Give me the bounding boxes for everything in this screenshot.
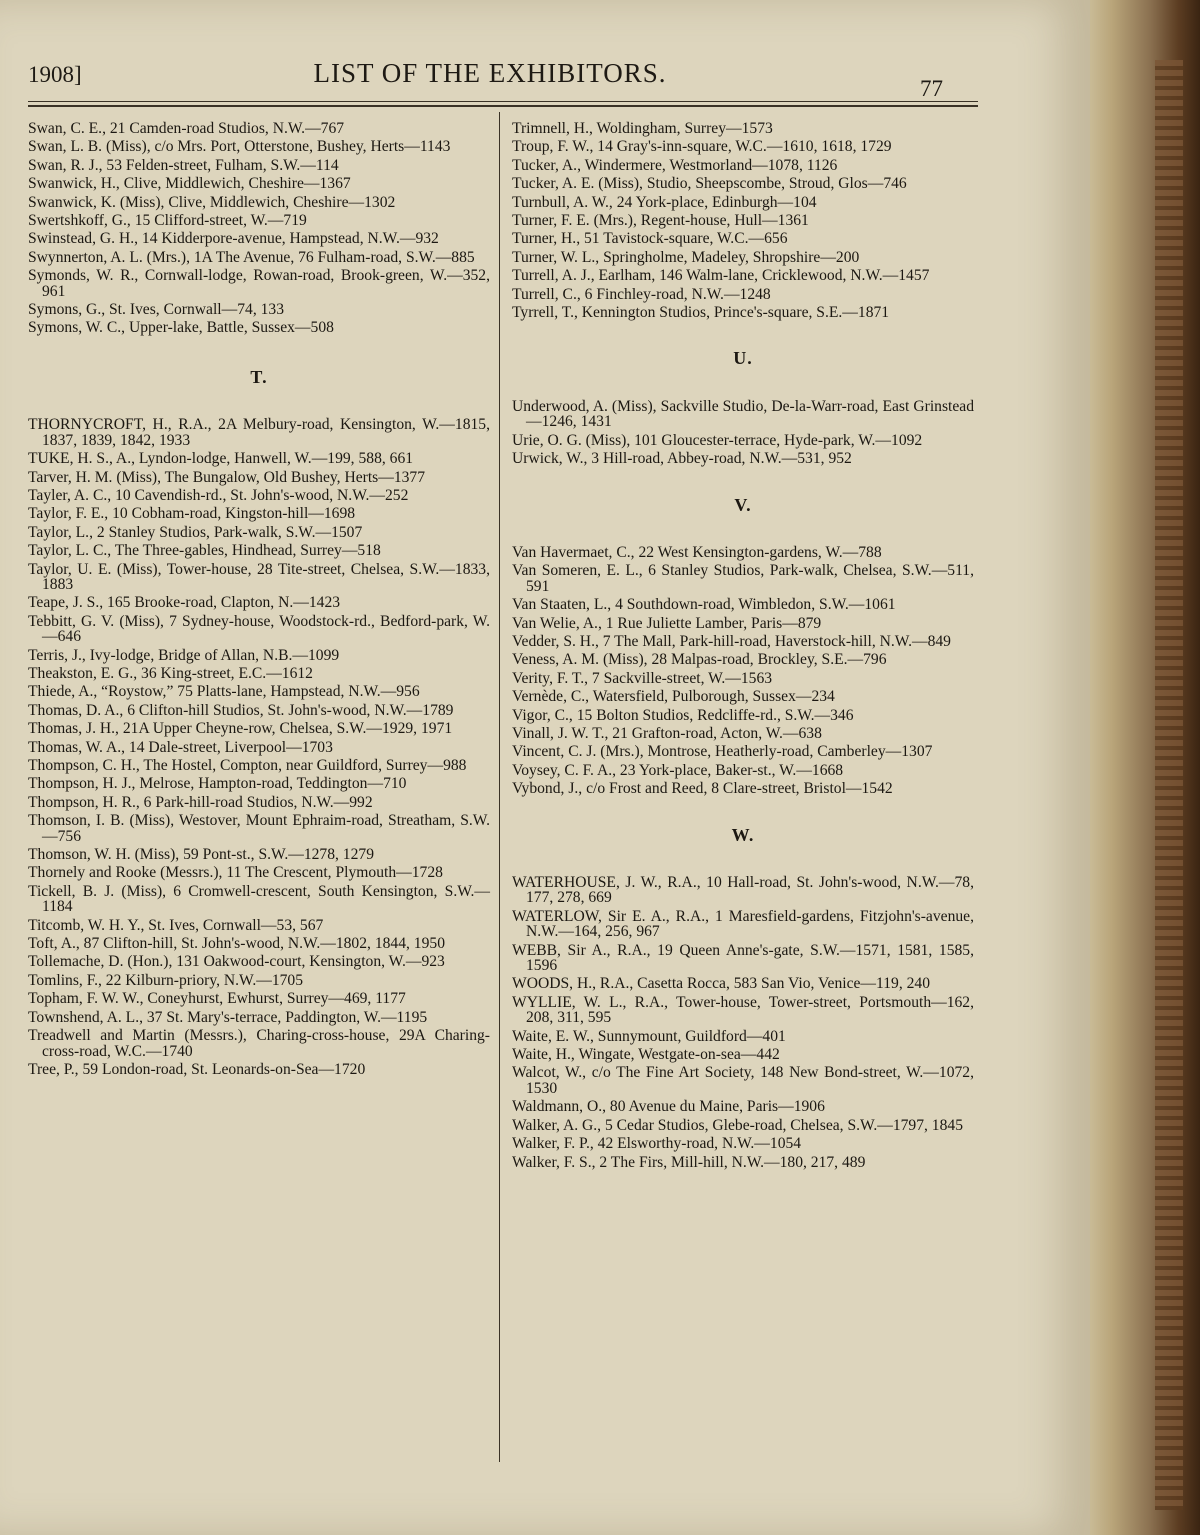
- exhibitor-entry: Theakston, E. G., 36 King-street, E.C.—1612: [28, 664, 313, 682]
- exhibitor-entry: Verity, F. T., 7 Sackville-street, W.—1563: [512, 669, 773, 687]
- exhibitor-entry: Thomas, J. H., 21A Upper Cheyne-row, Chelsea, S.W.—1929, 1971: [28, 720, 453, 738]
- exhibitor-entry: Tucker, A., Windermere, Westmorland—1078, 1126: [512, 156, 838, 174]
- exhibitor-entry: Taylor, F. E., 10 Cobham-road, Kingston-hill—1698: [28, 505, 356, 523]
- exhibitor-entry: Walker, A. G., 5 Cedar Studios, Glebe-road, Chelsea, S.W.—1797, 1845: [512, 1116, 963, 1134]
- exhibitor-entry: Turnbull, A. W., 24 York-place, Edinburgh—104: [512, 193, 817, 211]
- header-rule: [28, 101, 978, 102]
- exhibitor-entry: Swynnerton, A. L. (Mrs.), 1A The Avenue, 76 Fulham-road, S.W.—885: [28, 248, 475, 266]
- exhibitor-entry: Voysey, C. F. A., 23 York-place, Baker-st., W.—1668: [512, 761, 844, 779]
- exhibitor-entry: Turner, F. E. (Mrs.), Regent-house, Hull—1361: [512, 212, 809, 230]
- running-head-title: LIST OF THE EXHIBITORS.: [313, 58, 667, 88]
- right-column: [512, 121, 974, 1173]
- exhibitor-entry: Thomson, I. B. (Miss), Westover, Mount Ephraim-road, Streatham, S.W.—756: [28, 812, 490, 845]
- exhibitor-entry: Turner, H., 51 Tavistock-square, W.C.—656: [512, 230, 788, 248]
- exhibitor-entry: Teape, J. S., 165 Brooke-road, Clapton, N.—1423: [28, 594, 341, 612]
- left-column: [28, 121, 490, 1080]
- exhibitor-entry: Veness, A. M. (Miss), 28 Malpas-road, Brockley, S.E.—796: [512, 651, 887, 669]
- exhibitor-entry: Urwick, W., 3 Hill-road, Abbey-road, N.W.—531, 952: [512, 450, 852, 468]
- entry-list-t: [28, 417, 490, 1077]
- exhibitor-entry: Swan, R. J., 53 Felden-street, Fulham, S.W.—114: [28, 156, 339, 174]
- exhibitor-entry: Symonds, W. R., Cornwall-lodge, Rowan-road, Brook-green, W.—352, 961: [28, 267, 490, 300]
- exhibitor-entry: Thompson, H. R., 6 Park-hill-road Studios, N.W.—992: [28, 793, 373, 811]
- exhibitor-entry: TUKE, H. S., A., Lyndon-lodge, Hanwell, W.—199, 588, 661: [28, 450, 414, 468]
- exhibitor-entry: WYLLIE, W. L., R.A., Tower-house, Tower-street, Portsmouth—162, 208, 311, 595: [512, 993, 974, 1027]
- exhibitor-entry: Van Havermaet, C., 22 West Kensington-gardens, W.—788: [512, 543, 882, 561]
- exhibitor-entry: Tyrrell, T., Kennington Studios, Prince's-square, S.E.—1871: [512, 304, 890, 322]
- exhibitor-entry: Tebbitt, G. V. (Miss), 7 Sydney-house, Woodstock-rd., Bedford-park, W.—646: [28, 612, 490, 646]
- section-heading-w: W.: [731, 824, 755, 845]
- exhibitor-entry: Taylor, L. C., The Three-gables, Hindhead, Surrey—518: [28, 542, 381, 560]
- exhibitor-entry: Swinstead, G. H., 14 Kidderpore-avenue, Hampstead, N.W.—932: [28, 230, 439, 248]
- exhibitor-entry: WATERHOUSE, J. W., R.A., 10 Hall-road, St. John's-wood, N.W.—78, 177, 278, 669: [512, 874, 974, 907]
- section-heading-v: V.: [734, 494, 752, 515]
- entry-list-s: [28, 121, 490, 336]
- exhibitor-entry: Waldmann, O., 80 Avenue du Maine, Paris—1906: [512, 1098, 825, 1116]
- entry-list-t-continued: [512, 121, 974, 320]
- exhibitor-entry: Swan, C. E., 21 Camden-road Studios, N.W.—767: [28, 120, 345, 137]
- exhibitor-entry: Troup, F. W., 14 Gray's-inn-square, W.C.—1610, 1618, 1729: [512, 138, 892, 156]
- exhibitor-entry: Swan, L. B. (Miss), c/o Mrs. Port, Otterstone, Bushey, Herts—1143: [28, 138, 451, 156]
- exhibitor-entry: Thomas, W. A., 14 Dale-street, Liverpool—1703: [28, 738, 333, 756]
- page-number: 77: [920, 76, 943, 101]
- exhibitor-entry: Underwood, A. (Miss), Sackville Studio, De-la-Warr-road, East Grinstead—1246, 1431: [512, 397, 974, 431]
- exhibitor-entry: Turrell, C., 6 Finchley-road, N.W.—1248: [512, 285, 771, 303]
- section-heading-u: U.: [733, 348, 753, 369]
- exhibitor-entry: Vybond, J., c/o Frost and Reed, 8 Clare-street, Bristol—1542: [512, 780, 893, 798]
- exhibitor-entry: Tollemache, D. (Hon.), 131 Oakwood-court, Kensington, W.—923: [28, 953, 445, 971]
- exhibitor-entry: Titcomb, W. H. Y., St. Ives, Cornwall—53, 567: [28, 916, 324, 934]
- exhibitor-entry: Waite, H., Wingate, Westgate-on-sea—442: [512, 1046, 780, 1064]
- exhibitor-entry: Treadwell and Martin (Messrs.), Charing-cross-house, 29A Charing-cross-road, W.C.—1740: [28, 1027, 490, 1060]
- exhibitor-entry: Trimnell, H., Woldingham, Surrey—1573: [512, 120, 773, 137]
- exhibitor-entry: WOODS, H., R.A., Casetta Rocca, 583 San Vio, Venice—119, 240: [512, 975, 931, 993]
- exhibitor-entry: Van Staaten, L., 4 Southdown-road, Wimbledon, S.W.—1061: [512, 596, 896, 614]
- exhibitor-entry: Thomas, D. A., 6 Clifton-hill Studios, St. John's-wood, N.W.—1789: [28, 701, 454, 719]
- exhibitor-entry: Vinall, J. W. T., 21 Grafton-road, Acton, W.—638: [512, 724, 822, 742]
- entry-list-v: [512, 545, 974, 797]
- exhibitor-entry: Urie, O. G. (Miss), 101 Gloucester-terrace, Hyde-park, W.—1092: [512, 431, 923, 449]
- exhibitor-entry: Thomson, W. H. (Miss), 59 Pont-st., S.W.—1278, 1279: [28, 846, 374, 864]
- exhibitor-entry: Waite, E. W., Sunnymount, Guildford—401: [512, 1027, 786, 1045]
- exhibitor-entry: Tree, P., 59 London-road, St. Leonards-on-Sea—1720: [28, 1060, 366, 1078]
- exhibitor-entry: Symons, W. C., Upper-lake, Battle, Sussex—508: [28, 319, 334, 337]
- exhibitor-entry: Swertshkoff, G., 15 Clifford-street, W.—719: [28, 212, 307, 230]
- header-rule-thick: [28, 105, 978, 107]
- exhibitor-entry: THORNYCROFT, H., R.A., 2A Melbury-road, Kensington, W.—1815, 1837, 1839, 1842, 1933: [28, 416, 490, 449]
- entry-list-w: [512, 875, 974, 1170]
- exhibitor-entry: Taylor, U. E. (Miss), Tower-house, 28 Tite-street, Chelsea, S.W.—1833, 1883: [28, 560, 490, 593]
- exhibitor-entry: Walker, F. S., 2 The Firs, Mill-hill, N.W.—180, 217, 489: [512, 1153, 866, 1171]
- exhibitor-entry: Tomlins, F., 22 Kilburn-priory, N.W.—1705: [28, 971, 304, 989]
- exhibitor-entry: Thornely and Rooke (Messrs.), 11 The Crescent, Plymouth—1728: [28, 864, 443, 882]
- exhibitor-entry: WATERLOW, Sir E. A., R.A., 1 Maresfield-gardens, Fitzjohn's-avenue, N.W.—164, 256, 967: [512, 907, 974, 941]
- exhibitor-entry: Turner, W. L., Springholme, Madeley, Shropshire—200: [512, 248, 860, 266]
- exhibitor-entry: Terris, J., Ivy-lodge, Bridge of Allan, N.B.—1099: [28, 646, 340, 664]
- entry-list-u: [512, 399, 974, 467]
- exhibitor-entry: Walker, F. P., 42 Elsworthy-road, N.W.—1054: [512, 1135, 802, 1153]
- exhibitor-entry: Vernède, C., Watersfield, Pulborough, Sussex—234: [512, 688, 835, 706]
- exhibitor-entry: Van Someren, E. L., 6 Stanley Studios, Park-walk, Chelsea, S.W.—511, 591: [512, 562, 974, 595]
- exhibitor-entry: Swanwick, K. (Miss), Clive, Middlewich, Cheshire—1302: [28, 193, 396, 211]
- exhibitor-entry: Vedder, S. H., 7 The Mall, Park-hill-road, Haverstock-hill, N.W.—849: [512, 632, 951, 650]
- exhibitor-entry: Topham, F. W. W., Coneyhurst, Ewhurst, Surrey—469, 1177: [28, 990, 406, 1008]
- exhibitor-entry: Tucker, A. E. (Miss), Studio, Sheepscombe, Stroud, Glos—746: [512, 175, 907, 193]
- exhibitor-entry: Walcot, W., c/o The Fine Art Society, 148 New Bond-street, W.—1072, 1530: [512, 1064, 974, 1097]
- section-heading-t: T.: [250, 366, 268, 387]
- exhibitor-entry: Van Welie, A., 1 Rue Juliette Lamber, Paris—879: [512, 614, 822, 632]
- exhibitor-entry: Turrell, A. J., Earlham, 146 Walm-lane, Cricklewood, N.W.—1457: [512, 267, 930, 285]
- exhibitor-entry: Thiede, A., “Roystow,” 75 Platts-lane, Hampstead, N.W.—956: [28, 683, 420, 701]
- exhibitor-entry: Thompson, H. J., Melrose, Hampton-road, Teddington—710: [28, 775, 407, 793]
- exhibitor-entry: Taylor, L., 2 Stanley Studios, Park-walk, S.W.—1507: [28, 523, 363, 541]
- book-spine-binding: [1155, 60, 1183, 1510]
- exhibitor-entry: Vigor, C., 15 Bolton Studios, Redcliffe-rd., S.W.—346: [512, 706, 854, 724]
- exhibitor-entry: Tarver, H. M. (Miss), The Bungalow, Old Bushey, Herts—1377: [28, 468, 426, 486]
- exhibitor-entry: Symons, G., St. Ives, Cornwall—74, 133: [28, 301, 285, 319]
- exhibitor-entry: Swanwick, H., Clive, Middlewich, Cheshire—1367: [28, 175, 351, 193]
- exhibitor-entry: Townshend, A. L., 37 St. Mary's-terrace, Paddington, W.—1195: [28, 1008, 428, 1026]
- column-divider: [499, 112, 500, 1462]
- exhibitor-entry: Vincent, C. J. (Mrs.), Montrose, Heatherly-road, Camberley—1307: [512, 743, 933, 761]
- exhibitor-entry: Tickell, B. J. (Miss), 6 Cromwell-crescent, South Kensington, S.W.—1184: [28, 882, 490, 916]
- book-page-edge: [1090, 0, 1200, 1535]
- exhibitor-entry: Thompson, C. H., The Hostel, Compton, near Guildford, Surrey—988: [28, 757, 467, 774]
- running-head-year: 1908]: [28, 62, 82, 87]
- exhibitor-entry: WEBB, Sir A., R.A., 19 Queen Anne's-gate, S.W.—1571, 1581, 1585, 1596: [512, 941, 974, 975]
- exhibitor-entry: Tayler, A. C., 10 Cavendish-rd., St. John's-wood, N.W.—252: [28, 486, 409, 504]
- exhibitor-entry: Toft, A., 87 Clifton-hill, St. John's-wood, N.W.—1802, 1844, 1950: [28, 935, 445, 953]
